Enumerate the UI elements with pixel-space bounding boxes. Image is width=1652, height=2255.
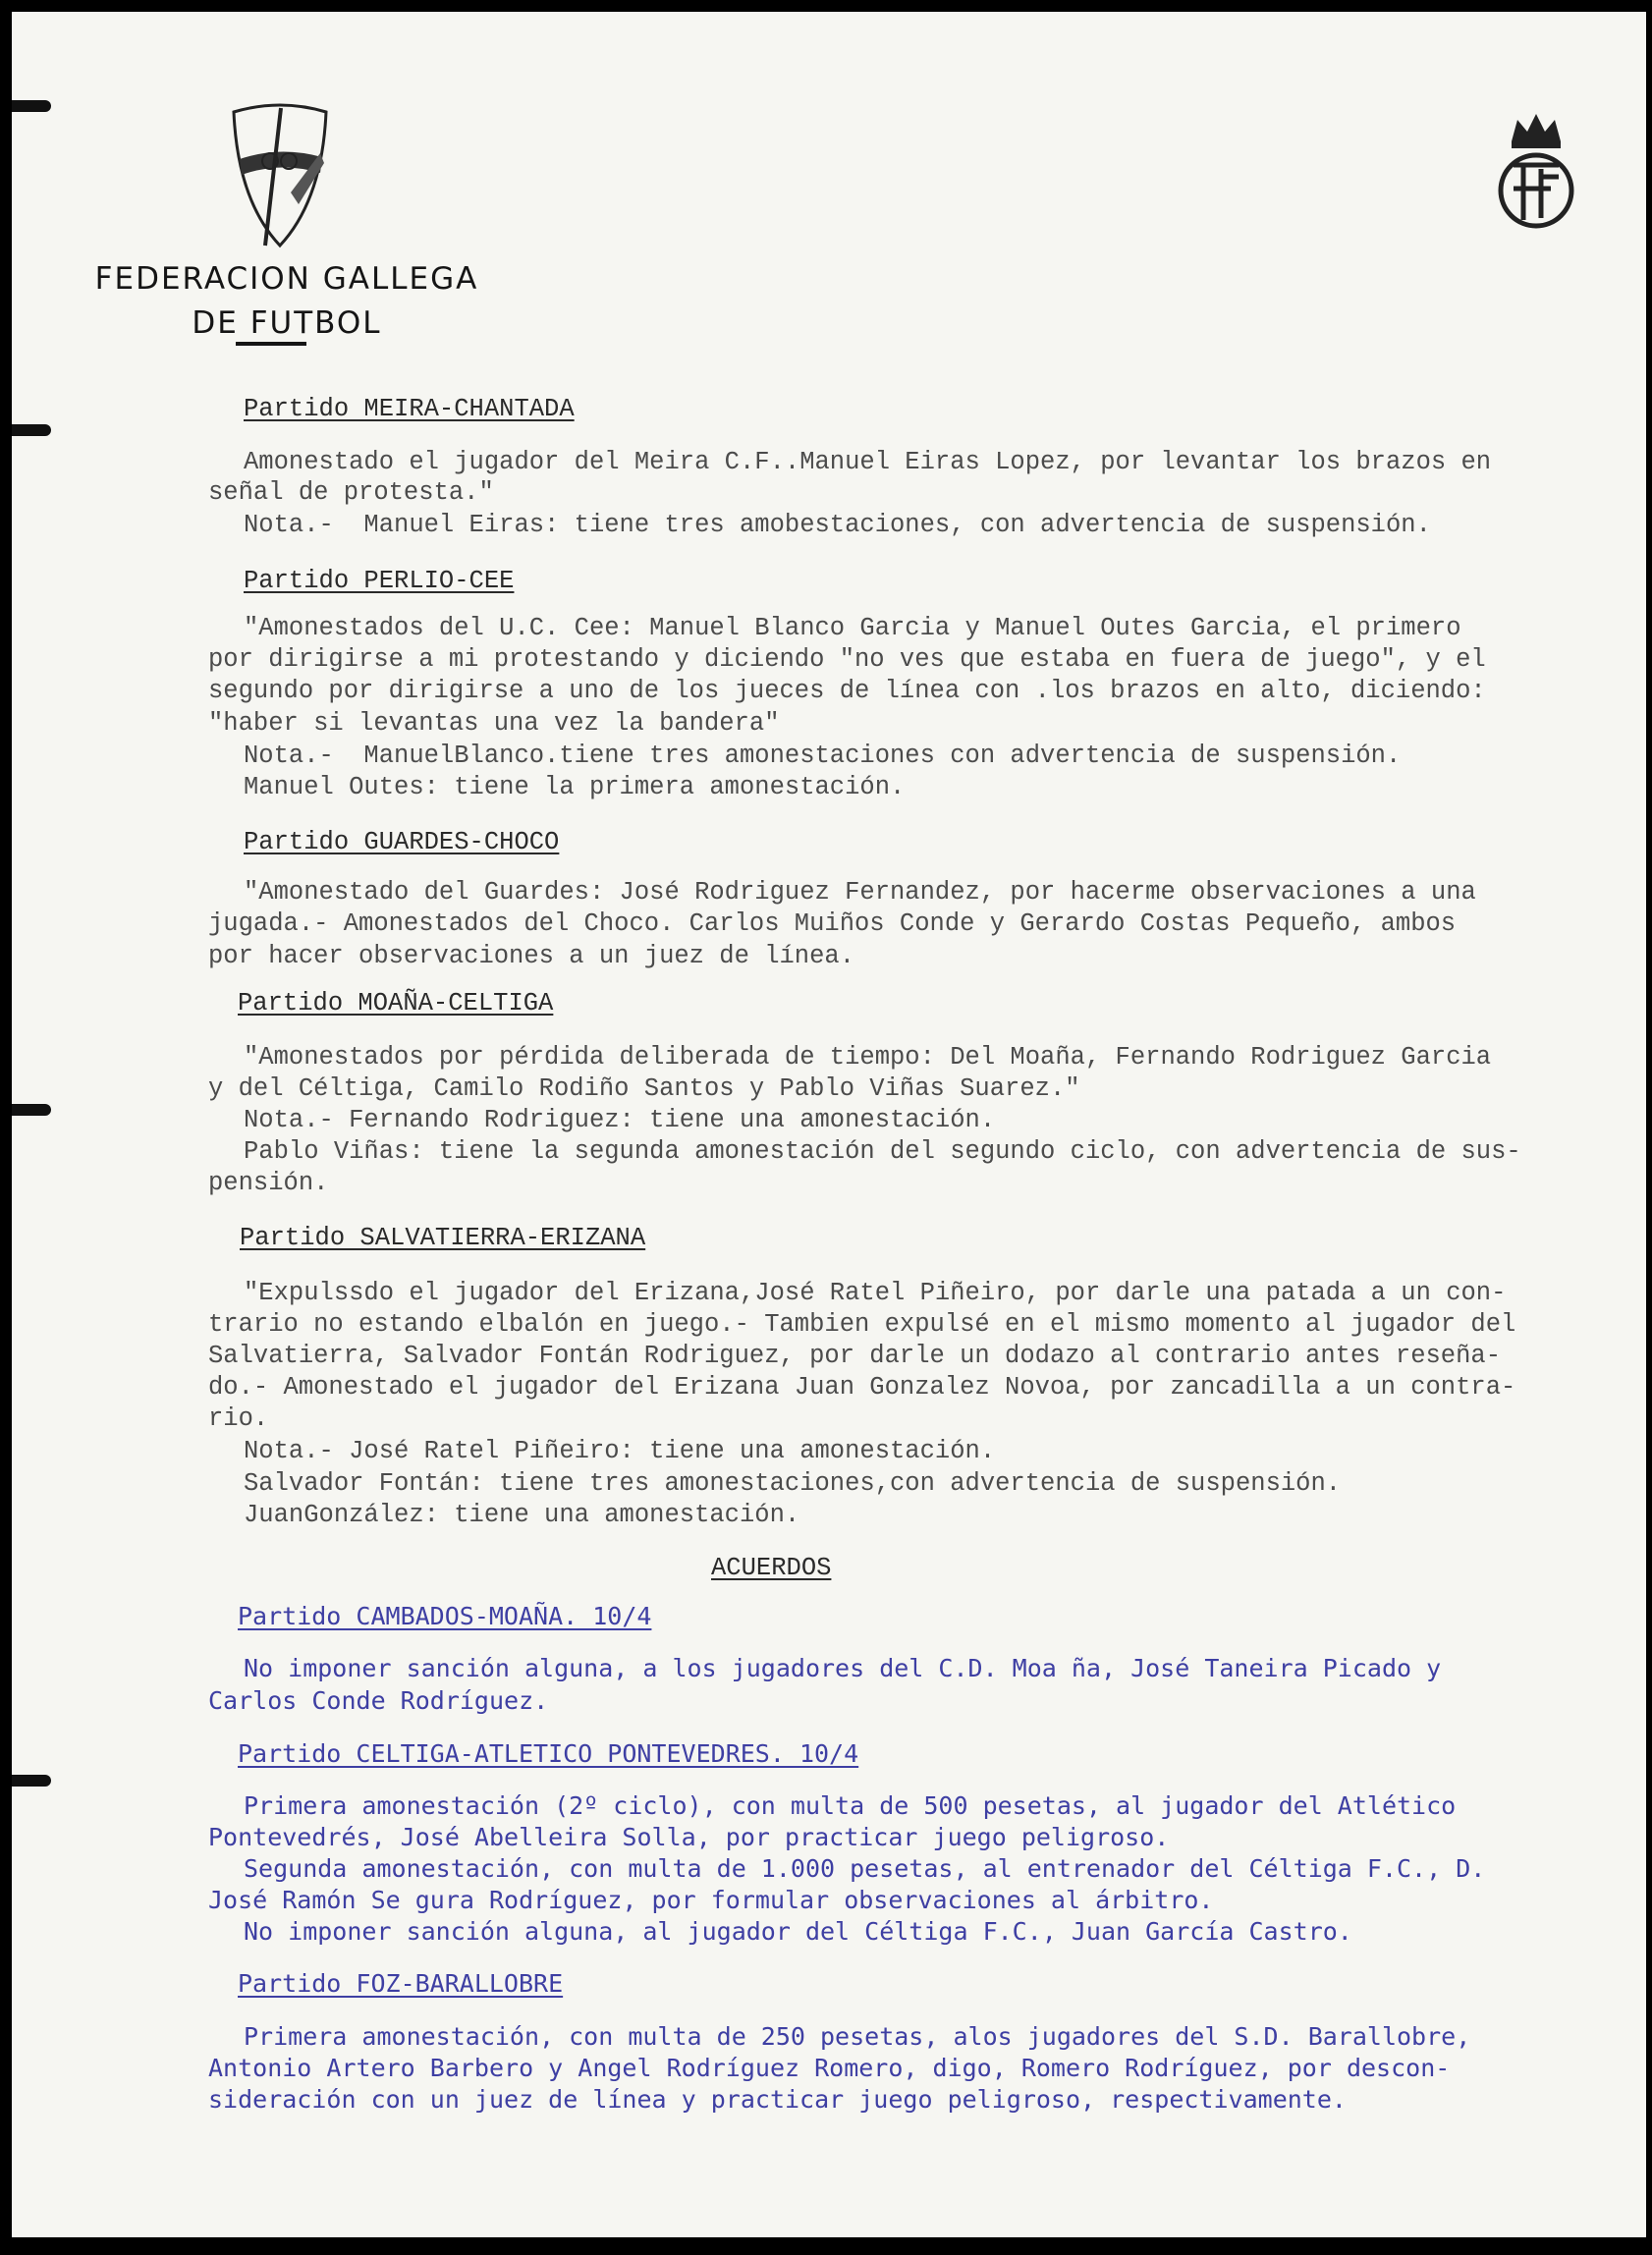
paragraph-line: JuanGonzález: tiene una amonestación.: [244, 1501, 800, 1529]
paragraph-line: Segunda amonestación, con multa de 1.000 pesetas, al entrenador del Céltiga F.C., D.: [244, 1854, 1486, 1883]
match-heading: Partido FOZ-BARALLOBRE: [238, 1969, 564, 1998]
paragraph-line: Pontevedrés, José Abelleira Solla, por practicar juego peligroso.: [208, 1823, 1170, 1851]
binder-hole: [12, 100, 51, 112]
federation-name-line1: FEDERACION GALLEGA: [94, 261, 479, 297]
letterhead-rule: [236, 342, 306, 346]
paragraph-line: "Amonestados por pérdida deliberada de tiempo: Del Moaña, Fernando Rodriguez Garcia: [244, 1043, 1492, 1072]
paragraph-line: "haber si levantas una vez la bandera": [208, 709, 780, 738]
paragraph-line: y del Céltiga, Camilo Rodiño Santos y Pablo Viñas Suarez.": [208, 1074, 1080, 1103]
crown-fef-emblem-icon: [1490, 110, 1583, 233]
match-heading: Partido PERLIO-CEE: [244, 567, 515, 595]
paragraph-line: rio.: [208, 1404, 269, 1433]
paragraph-line: do.- Amonestado el jugador del Erizana Juan Gonzalez Novoa, por zancadilla a un contra-: [208, 1373, 1516, 1402]
match-heading: Partido CELTIGA-ATLETICO PONTEVEDRES. 10/4: [238, 1739, 859, 1768]
paragraph-line: "Amonestado del Guardes: José Rodriguez Fernandez, por hacerme observaciones a una: [244, 878, 1476, 907]
paragraph-line: por hacer observaciones a un juez de línea.: [208, 942, 855, 970]
paragraph-line: Nota.- Manuel Eiras: tiene tres amobestaciones, con advertencia de suspensión.: [244, 511, 1431, 539]
paragraph-line: No imponer sanción alguna, a los jugadores del C.D. Moa ña, José Taneira Picado y: [244, 1654, 1442, 1682]
paragraph-line: "Expulssdo el jugador del Erizana,José Ratel Piñeiro, por darle una patada a un con-: [244, 1279, 1507, 1307]
paragraph-line: pensión.: [208, 1169, 329, 1197]
federation-name-line2: DE FUTBOL: [192, 305, 382, 341]
paragraph-line: No imponer sanción alguna, al jugador del Céltiga F.C., Juan García Castro.: [244, 1917, 1352, 1946]
paragraph-line: Carlos Conde Rodríguez.: [208, 1686, 549, 1715]
paragraph-line: señal de protesta.": [208, 478, 494, 507]
match-heading: Partido CAMBADOS-MOAÑA. 10/4: [238, 1602, 652, 1630]
paragraph-line: Salvatierra, Salvador Fontán Rodriguez, por darle un dodazo al contrario antes reseña-: [208, 1342, 1502, 1370]
paragraph-line: trario no estando elbalón en juego.- Tambien expulsé en el mismo momento al jugador del: [208, 1310, 1516, 1339]
binder-hole: [12, 1104, 51, 1116]
paragraph-line: segundo por dirigirse a uno de los jueces de línea con .los brazos en alto, diciendo:: [208, 677, 1486, 705]
paragraph-line: sideración con un juez de línea y practicar juego peligroso, respectivamente.: [208, 2085, 1347, 2114]
binder-hole: [12, 424, 51, 436]
paragraph-line: Nota.- ManuelBlanco.tiene tres amonestaciones con advertencia de suspensión.: [244, 742, 1402, 770]
paragraph-line: Nota.- José Ratel Piñeiro: tiene una amonestación.: [244, 1437, 996, 1465]
match-heading: Partido SALVATIERRA-ERIZANA: [240, 1224, 646, 1252]
paragraph-line: Manuel Outes: tiene la primera amonestación.: [244, 773, 906, 801]
match-heading: Partido GUARDES-CHOCO: [244, 828, 560, 856]
paragraph-line: Nota.- Fernando Rodriguez: tiene una amonestación.: [244, 1106, 996, 1134]
federation-name: [81, 257, 493, 346]
section-title-acuerdos: ACUERDOS: [711, 1554, 832, 1582]
paragraph-line: José Ramón Se gura Rodríguez, por formular observaciones al árbitro.: [208, 1886, 1214, 1914]
paragraph-line: por dirigirse a mi protestando y diciendo "no ves que estaba en fuera de juego", y el: [208, 645, 1486, 674]
shield-emblem-icon: [226, 102, 334, 249]
paragraph-line: Antonio Artero Barbero y Angel Rodríguez Romero, digo, Romero Rodríguez, por descon-: [208, 2054, 1451, 2082]
paragraph-line: "Amonestados del U.C. Cee: Manuel Blanco Garcia y Manuel Outes Garcia, el primero: [244, 614, 1461, 642]
paragraph-line: Primera amonestación, con multa de 250 pesetas, alos jugadores del S.D. Barallobre,: [244, 2022, 1471, 2051]
paragraph-line: Salvador Fontán: tiene tres amonestaciones,con advertencia de suspensión.: [244, 1469, 1342, 1498]
paragraph-line: Pablo Viñas: tiene la segunda amonestación del segundo ciclo, con advertencia de sus-: [244, 1137, 1521, 1166]
match-heading: Partido MEIRA-CHANTADA: [244, 395, 575, 423]
paragraph-line: Amonestado el jugador del Meira C.F..Manuel Eiras Lopez, por levantar los brazos en: [244, 448, 1492, 476]
binder-hole: [12, 1775, 51, 1787]
paragraph-line: jugada.- Amonestados del Choco. Carlos Muiños Conde y Gerardo Costas Pequeño, ambos: [208, 909, 1457, 938]
document-page: [12, 12, 1646, 2237]
match-heading: Partido MOAÑA-CELTIGA: [238, 989, 554, 1018]
paragraph-line: Primera amonestación (2º ciclo), con multa de 500 pesetas, al jugador del Atlético: [244, 1791, 1457, 1820]
